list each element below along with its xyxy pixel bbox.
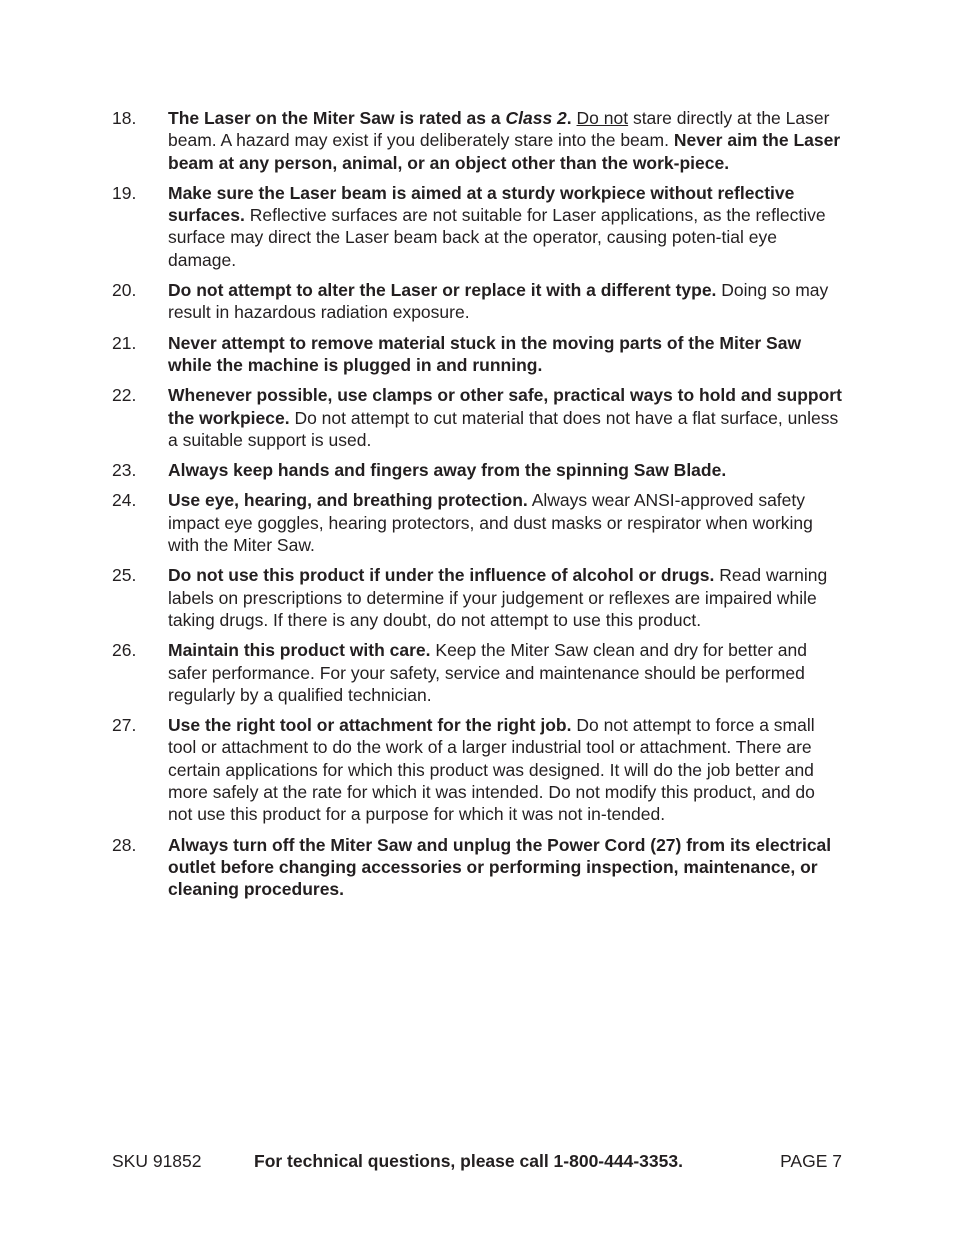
- text-run: The Laser on the Miter Saw is rated as a: [168, 108, 506, 128]
- item-number: 19.: [112, 182, 137, 203]
- item-text: [168, 564, 843, 631]
- text-run: Maintain this product with care.: [168, 640, 431, 661]
- list-item: [0, 834, 954, 901]
- list-item: [0, 182, 954, 271]
- page-number: PAGE 7: [780, 1151, 842, 1171]
- list-item: [0, 332, 954, 377]
- list-item: [0, 384, 954, 451]
- item-number: 23.: [112, 460, 137, 481]
- text-run: .: [566, 108, 577, 128]
- item-number: 22.: [112, 385, 137, 406]
- sku-label: SKU 91852: [112, 1151, 202, 1171]
- item-text: [168, 834, 843, 901]
- item-number: 20.: [112, 280, 137, 301]
- item-number: 21.: [112, 332, 137, 353]
- item-text: [168, 107, 843, 174]
- technical-questions-line: For technical questions, please call 1-800-444-3353.: [254, 1151, 683, 1171]
- list-item: [0, 489, 954, 556]
- text-run: Class 2: [505, 108, 567, 128]
- text-run: Reflective surfaces are not suitable for Laser applications, as the reflective surface may direct the Laser beam back at the operator, causing poten-tial eye damage.: [168, 205, 826, 270]
- item-text: [168, 384, 843, 451]
- text-run: Do not attempt to alter the Laser or replace it with a different type.: [168, 280, 717, 301]
- list-item: [0, 564, 954, 631]
- text-run: Never aim the Laser beam at any person, animal, or an object other than the work-piece.: [168, 130, 841, 173]
- item-text: [168, 332, 843, 377]
- item-text: [168, 639, 843, 706]
- text-run: Whenever possible, use clamps or other safe, practical ways to hold and support the workpiece.: [168, 385, 842, 428]
- text-run: Always turn off the Miter Saw and unplug the Power Cord (27) from its electrical outlet before changing accessories or performing inspection, maintenance, or cleaning procedures.: [168, 834, 832, 900]
- item-text: [168, 182, 843, 271]
- text-run: Use eye, hearing, and breathing protection.: [168, 490, 528, 511]
- text-run: Use the right tool or attachment for the right job.: [168, 715, 572, 736]
- item-number: 25.: [112, 565, 137, 586]
- item-number: 28.: [112, 834, 137, 855]
- item-number: 27.: [112, 715, 137, 736]
- page-footer: [0, 1151, 954, 1175]
- text-run: Keep the Miter Saw clean and dry for better and safer performance. For your safety, service and maintenance should be performed regularly by a qualified technician.: [168, 640, 807, 705]
- list-item: [0, 459, 954, 481]
- text-run: Never attempt to remove material stuck in the moving parts of the Miter Saw while the machine is plugged in and running.: [168, 332, 802, 375]
- list-item: [0, 107, 954, 174]
- item-text: [168, 459, 843, 481]
- item-text: [168, 279, 843, 324]
- text-run: Read warning labels on prescriptions to determine if your judgement or reflexes are impaired while taking drugs. If there is any doubt, do not attempt to use this product.: [168, 565, 828, 630]
- text-run: Always keep hands and fingers away from the spinning Saw Blade.: [168, 460, 727, 481]
- text-run: Do not attempt to cut material that does not have a flat surface, unless a suitable support is used.: [168, 407, 839, 450]
- item-text: [168, 714, 843, 825]
- text-run: Do not: [576, 108, 629, 128]
- text-run: Always wear ANSI-approved safety impact eye goggles, hearing protectors, and dust masks or respirator when working with the Miter Saw.: [168, 490, 813, 556]
- text-run: stare directly at the Laser beam. A hazard may exist if you deliberately stare into the beam.: [168, 108, 830, 151]
- item-number: 26.: [112, 640, 137, 661]
- item-number: 24.: [112, 490, 137, 511]
- text-run: Do not use this product if under the influence of alcohol or drugs.: [168, 565, 715, 586]
- list-item: [0, 639, 954, 706]
- text-run: Do not attempt to force a small tool or attachment to do the work of a larger industrial tool or attachment. There are certain applications for which this product was designed. It will do the job better and more safely at the rate for which it was intended. Do not modify this product, and do not use this product for a purpose for which it was not in-tended.: [168, 715, 815, 825]
- text-run: Doing so may result in hazardous radiation exposure.: [168, 280, 829, 323]
- list-item: [0, 714, 954, 825]
- list-item: [0, 279, 954, 324]
- item-number: 18.: [112, 108, 137, 128]
- text-run: Make sure the Laser beam is aimed at a sturdy workpiece without reflective surfaces.: [168, 182, 795, 226]
- item-text: [168, 489, 843, 556]
- safety-list: [0, 107, 954, 909]
